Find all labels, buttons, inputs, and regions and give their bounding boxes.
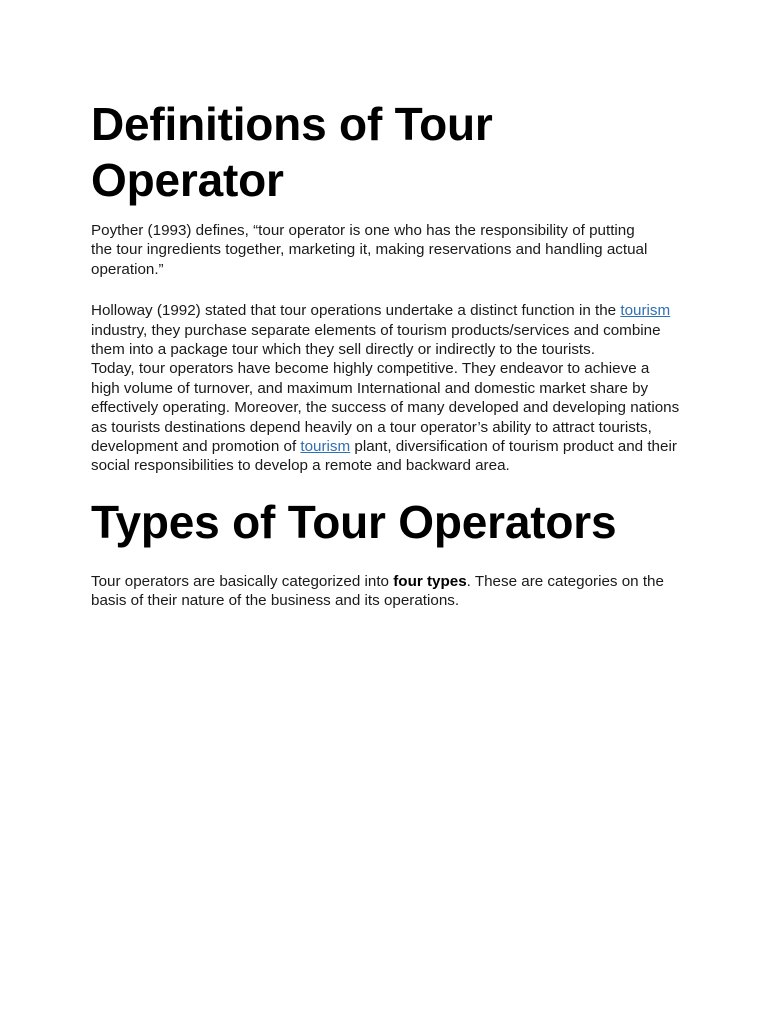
paragraph-text: Holloway (1992) stated that tour operations undertake a distinct function in the bbox=[91, 302, 621, 320]
paragraph-today bbox=[91, 359, 681, 475]
tourism-link[interactable]: tourism bbox=[620, 302, 671, 320]
heading-definitions: Definitions of Tour Operator bbox=[91, 98, 493, 206]
paragraph-text: plant, diversification of tourism product and their social responsibilities to develop a remote and backward area. bbox=[91, 438, 677, 475]
paragraph-text: Today, tour operators have become highly competitive. They endeavor to achieve a high volume of turnover, and maximum International and domestic market share by effectively operating. Moreover, the success of many developed and developing nations as tourists destinations depend heavily on a tour operator’s ability to attract tourists, development and promotion of bbox=[91, 360, 680, 456]
bold-four-types: four types bbox=[393, 572, 467, 590]
tourism-link[interactable]: tourism bbox=[300, 438, 351, 456]
paragraph-poyther: Poyther (1993) defines, “tour operator is one who has the responsibility of putting the tour ingredients together, marketing it, making reservations and handling actual operation.” bbox=[91, 222, 648, 278]
paragraph-text: . These are categories on the basis of their nature of the business and its operations. bbox=[91, 572, 664, 610]
paragraph-types-intro bbox=[91, 572, 671, 611]
document-content bbox=[91, 96, 691, 611]
paragraph-holloway bbox=[91, 301, 673, 359]
paragraph-text: industry, they purchase separate elements of tourism products/services and combine them into a package tour which they sell directly or indirectly to the tourists. bbox=[91, 321, 661, 359]
heading-types: Types of Tour Operators bbox=[91, 495, 617, 548]
paragraph-text: Tour operators are basically categorized into bbox=[91, 572, 394, 590]
